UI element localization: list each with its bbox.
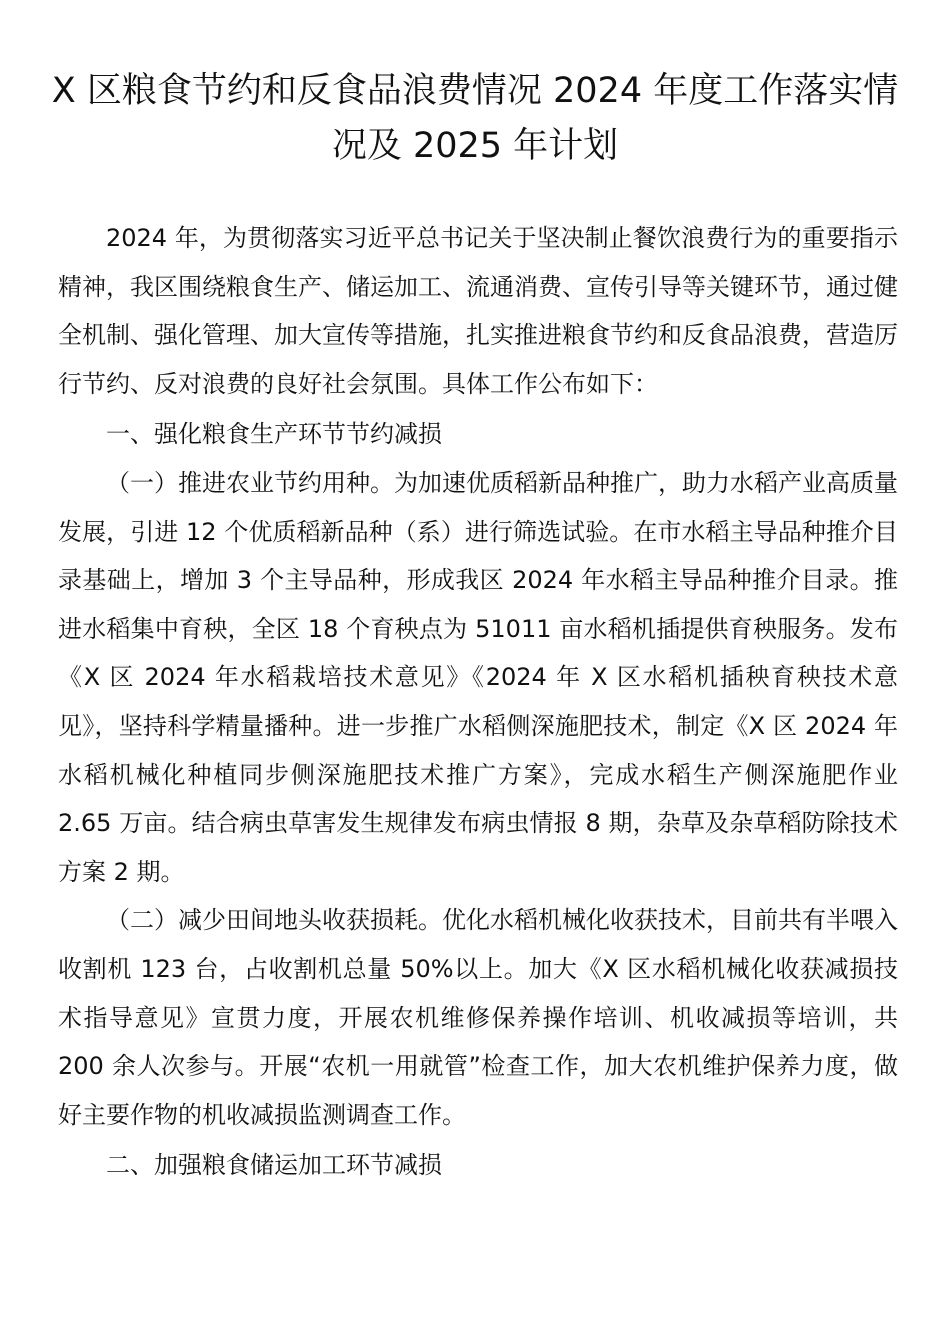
intro-paragraph: 2024 年，为贯彻落实习近平总书记关于坚决制止餐饮浪费行为的重要指示精神，我区围绕粮食生产、储运加工、流通消费、宣传引导等关键环节，通过健全机制、强化管理、加大宣传等措施，扎实推进粮食节约和反食品浪费，营造厉行节约、反对浪费的良好社会氛围。具体工作公布如下：	[58, 224, 898, 398]
section-heading-1: 一、强化粮食生产环节节约减损	[106, 420, 442, 449]
section-heading-2: 二、加强粮食储运加工环节减损	[106, 1151, 442, 1180]
subsection-paragraph-1: （一）推进农业节约用种。为加速优质稻新品种推广，助力水稻产业高质量发展，引进 12 个优质稻新品种（系）进行筛选试验。在市水稻主导品种推介目录基础上，增加 3 个主导品种，形成我区 2024 年水稻主导品种推介目录。推进水稻集中育秧，全区 18 个育秧点为 51011 亩水稻机插提供育秧服务。发布《X 区 2024 年水稻栽培技术意见》《2024 年 X 区水稻机插秧育秧技术意见》，坚持科学精量播种。进一步推广水稻侧深施肥技术，制定《X 区 2024 年水稻机械化种植同步侧深施肥技术推广方案》，完成水稻生产侧深施肥作业 2.65 万亩。结合病虫草害发生规律发布病虫情报 8 期，杂草及杂草稻防除技术方案 2 期。	[58, 468, 898, 886]
document-body	[58, 214, 898, 1190]
document-title: X 区粮食节约和反食品浪费情况 2024 年度工作落实情况及 2025 年计划	[51, 71, 899, 166]
subsection-paragraph-2: （二）减少田间地头收获损耗。优化水稻机械化收获技术，目前共有半喂入收割机 123 台，占收割机总量 50%以上。加大《X 区水稻机械化收获减损技术指导意见》宣贯力度，开展农机维修保养操作培训、机收减损等培训，共 200 余人次参与。开展“农机一用就管”检查工作，加大农机维护保养力度，做好主要作物的机收减损监测调查工作。	[58, 906, 898, 1129]
